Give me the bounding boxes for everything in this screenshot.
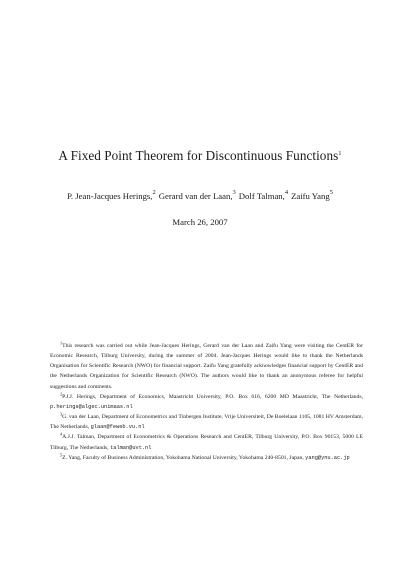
footnote-4 — [50, 432, 363, 452]
footnote-text: A.J.J. Talman, Department of Econometrics & Operations Research and CentER, Tilburg University, P.O. Box 90153, 5000 LE Tilburg, The Netherlands, — [50, 434, 363, 451]
footnote-mark: 3 — [60, 411, 63, 417]
email-link[interactable]: talman@uvt.nl — [110, 444, 152, 451]
author-name: Dolf Talman, — [238, 191, 285, 201]
author-footnote-mark: 3 — [232, 189, 236, 196]
email-link[interactable]: p.herings@algec.unimaas.nl — [50, 403, 133, 410]
paper-date: March 26, 2007 — [172, 217, 228, 227]
footnote-5 — [50, 453, 363, 463]
footnote-text: P.J.J. Herings, Department of Economics, Maastricht University, P.O. Box 616, 6200 MD Maastricht, The Netherlands, — [62, 393, 363, 400]
author-footnote-mark: 2 — [152, 189, 156, 196]
title-footnote-mark: 1 — [338, 150, 342, 157]
footnote-mark: 2 — [60, 391, 63, 397]
footnote-mark: 5 — [60, 452, 63, 458]
footnote-text: This research was carried out while Jean-Jacques Herings, Gerard van der Laan and Zaifu Yang were visiting the CentER for Economic Research, Tilburg University, during the summer of 2004. Jean-Jacques Herings would like to thank the Netherlands Organisation for Scientific Research (NWO) for financial support. Zaifu Yang gratefully acknowledges financial support by CentER and the Netherlands Organization for Scientific Research (NWO). The authors would like to thank an anonymous referee for helpful suggestions and comments. — [50, 343, 363, 390]
author-footnote-mark: 4 — [284, 189, 289, 196]
author-name: Gerard van der Laan, — [158, 191, 233, 201]
footnote-mark: 4 — [60, 431, 63, 437]
paper-title — [0, 148, 400, 164]
footnote-text: Z. Yang, Faculty of Business Administration, Yokohama National University, Yokohama 240-8501, Japan, — [62, 454, 304, 461]
footnote-mark: 1 — [60, 340, 63, 346]
author-footnote-mark: 5 — [329, 189, 333, 196]
email-link[interactable]: yang@ynu.ac.jp — [305, 454, 350, 461]
footnote-text: G. van der Laan, Department of Econometrics and Tinbergen Institute, Vrije Universiteit, De Boelelaan 1105, 1081 HV Amsterdam, The Netherlands, — [50, 414, 363, 431]
author-yang — [291, 191, 333, 201]
footnote-3 — [50, 412, 363, 432]
author-name: P. Jean-Jacques Herings, — [67, 191, 153, 201]
author-herings — [67, 191, 156, 201]
author-van-der-laan — [159, 191, 236, 201]
footnote-1 — [50, 341, 363, 392]
footnote-2 — [50, 392, 363, 412]
author-list — [0, 191, 400, 201]
email-link[interactable]: glaan@feweb.vu.nl — [90, 424, 145, 431]
paper-title-text: A Fixed Point Theorem for Discontinuous Functions — [58, 148, 339, 163]
author-talman — [239, 191, 288, 201]
author-name: Zaifu Yang — [291, 191, 330, 201]
footnotes — [50, 341, 363, 463]
